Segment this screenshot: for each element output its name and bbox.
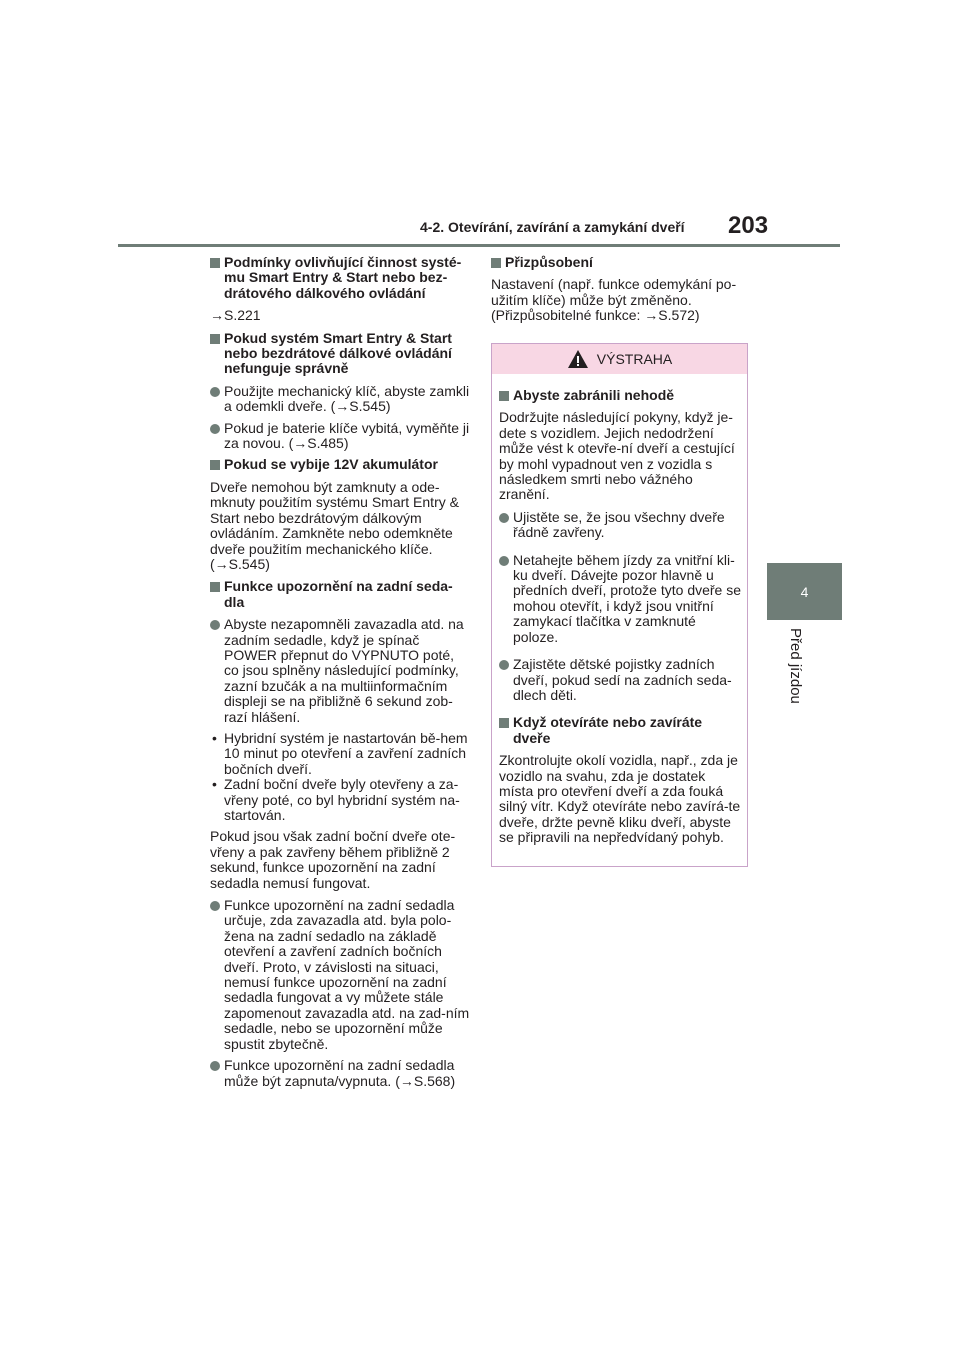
list-item: Funkce upozornění na zadní sedadla může být zapnuta/vypnuta. (→S.568): [210, 1058, 472, 1089]
sub-list-item: • Hybridní systém je nastartován bě-hem 10 minut po otevření a zavření zadních bočních dveří.: [210, 731, 472, 777]
list-item: Ujistěte se, že jsou všechny dveře řádně zavřeny.: [499, 510, 741, 541]
heading-12v-battery: Pokud se vybije 12V akumulátor: [210, 457, 472, 472]
paragraph: Zkontrolujte okolí vozidla, např., zda je vozidlo na svahu, zda je dostatek místa pro otevření dveří a zda fouká silný vítr. Když otevíráte nebo zavírá-te dveře, držte pevně kliku dveří, abyste se připravili na nepředvídaný pohyb.: [499, 752, 741, 846]
sub-list-item: • Zadní boční dveře byly otevřeny a za-vřeny poté, co byl hybridní systém na-startován.: [210, 777, 472, 823]
warning-body: [492, 374, 747, 846]
warning-box: [491, 343, 748, 867]
list-item: Zajistěte dětské pojistky zadních dveří, pokud sedí na zadních seda-dlech děti.: [499, 657, 741, 703]
list-item: Netahejte během jízdy za vnitřní kli-ku dveří. Dávejte pozor hlavně u předních dveří, protože tyto dveře se mohou otevřít, i když jsou vnitřní zamykací tlačítka v zamknuté poloze.: [499, 553, 741, 645]
heading-system-malfunction: Pokud systém Smart Entry & Start nebo bezdrátové dálkové ovládání nefunguje správně: [210, 331, 472, 377]
left-column: [210, 255, 472, 1095]
paragraph: Dveře nemohou být zamknuty a ode-mknuty použitím systému Smart Entry & Start nebo bezdrátovým dálkovým ovládáním. Zamkněte nebo odemkněte dveře použitím mechanického klíče. (→S.545): [210, 478, 459, 572]
section-title: 4-2. Otevírání, zavírání a zamykání dveří: [420, 219, 685, 235]
chapter-number: 4: [800, 583, 809, 600]
heading-customization: Přizpůsobení: [491, 255, 753, 270]
list-item: Funkce upozornění na zadní sedadla určuje, zda zavazadla atd. byla polo-žena na zadní sedadlo na základě otevření a zavření zadních bočních dveří. Proto, v závislosti na situaci, nemusí funkce upozornění na zadní sedadla fungovat a vy můžete stále zapomenout zavazadla atd. na zad-ním sedadle, nebo se upozornění může spustit zbytečně.: [210, 898, 472, 1052]
chapter-tab: [767, 563, 842, 620]
heading-opening-closing-doors: Když otevíráte nebo zavíráte dveře: [499, 715, 741, 746]
chapter-label: Před jízdou: [787, 628, 804, 704]
warning-title: VÝSTRAHA: [596, 351, 673, 367]
paragraph: Nastavení (např. funkce odemykání po-užitím klíče) může být změněno. (Přizpůsobitelné funkce: →S.572): [491, 276, 737, 324]
list-item: Použijte mechanický klíč, abyste zamkli a odemkli dveře. (→S.545): [210, 384, 472, 415]
heading-accident-prevention: Abyste zabránili nehodě: [499, 388, 741, 403]
header-divider: [118, 244, 840, 247]
heading-rear-seat-reminder: Funkce upozornění na zadní seda-dla: [210, 579, 472, 610]
warning-header: [492, 344, 747, 374]
list-item: Abyste nezapomněli zavazadla atd. na zadním sedadle, když je spínač POWER přepnut do VYPNUTO poté, co jsou splněny následující podmínky, zazní bzučák a na multiinformačním displeji se na přibližně 6 sekund zob-razí hlášení.: [210, 617, 472, 725]
page-reference: →S.221: [210, 307, 261, 324]
paragraph: Pokud jsou však zadní boční dveře ote-vřeny a pak zavřeny během přibližně 2 sekund, funkce upozornění na zadní sedadla nemusí fungovat.: [210, 828, 456, 891]
heading-smart-entry-conditions: Podmínky ovlivňující činnost systé-mu Smart Entry & Start nebo bez-drátového dálkového ovládání: [210, 255, 472, 301]
paragraph: Dodržujte následující pokyny, když je-dete s vozidlem. Jejich nedodržení může vést k otevře-ní dveří a cestující by mohl vypadnout ven z vozidla s následkem smrti nebo vážného zranění.: [499, 409, 735, 503]
warning-triangle-icon: [567, 349, 589, 369]
right-column: [491, 255, 753, 331]
page-number: 203: [728, 212, 769, 239]
list-item: Pokud je baterie klíče vybitá, vyměňte ji za novou. (→S.485): [210, 421, 472, 452]
